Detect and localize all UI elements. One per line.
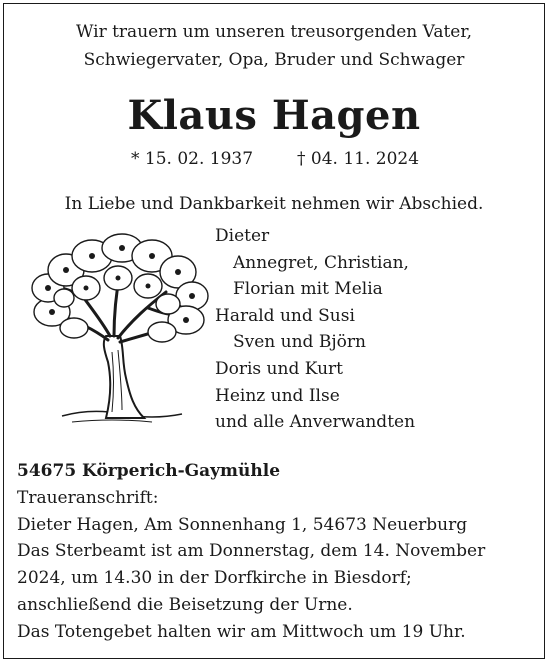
- death-date: † 04. 11. 2024: [297, 149, 420, 169]
- address-label: Traueranschrift:: [17, 487, 159, 508]
- obituary-notice: [3, 3, 545, 659]
- place-heading: 54675 Körperich-Gaymühle: [17, 461, 281, 481]
- tree-icon: [22, 232, 214, 428]
- mourner-line: Dieter: [215, 226, 270, 246]
- intro-line: Wir trauern um unseren treusorgenden Vater,: [75, 22, 473, 42]
- funeral-details: [17, 458, 485, 646]
- mourner-line: Annegret, Christian,: [233, 252, 409, 273]
- prayer-line: Das Totengebet halten wir am Mittwoch um 19 Uhr.: [17, 621, 466, 642]
- mourning-address: Dieter Hagen, Am Sonnenhang 1, 54673 Neuerburg: [17, 514, 468, 535]
- mourner-line: Doris und Kurt: [215, 358, 343, 379]
- deceased-name: Klaus Hagen: [127, 92, 421, 139]
- intro-line: Schwiegervater, Opa, Bruder und Schwager: [83, 50, 465, 70]
- mourner-line: Sven und Björn: [233, 332, 366, 353]
- mourners-list: [215, 223, 415, 436]
- service-line: 2024, um 14.30 in der Dorfkirche in Biesdorf;: [17, 568, 412, 589]
- mourner-line: Heinz und Ilse: [215, 385, 340, 406]
- service-line: Das Sterbeamt ist am Donnerstag, dem 14. November: [17, 541, 486, 562]
- birth-date: * 15. 02. 1937: [131, 149, 254, 169]
- farewell-text: In Liebe und Dankbarkeit nehmen wir Abschied.: [64, 194, 484, 214]
- service-line: anschließend die Beisetzung der Urne.: [17, 594, 353, 615]
- mourner-line: Harald und Susi: [215, 305, 355, 326]
- intro-text: [4, 18, 544, 74]
- mourner-line: und alle Anverwandten: [215, 412, 416, 433]
- mourner-line: Florian mit Melia: [233, 279, 383, 300]
